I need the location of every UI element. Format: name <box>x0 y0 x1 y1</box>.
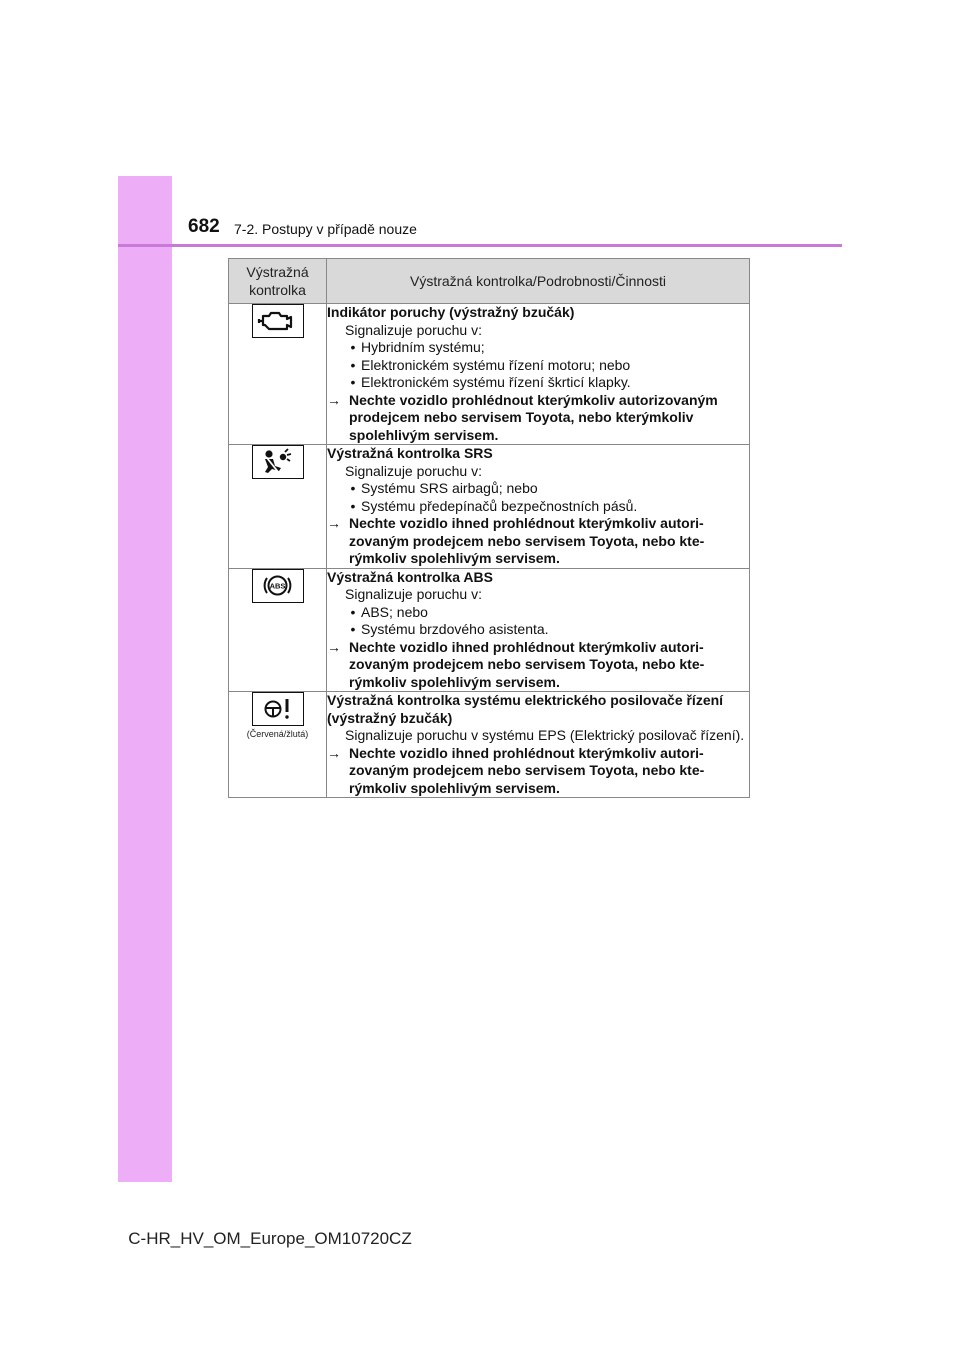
light-title: Výstražná kontrolka ABS <box>327 568 493 585</box>
list-item: • ABS; nebo <box>350 603 428 620</box>
intro-text: Signalizuje poruchu v systému EPS (Elektrický posilovač řízení). <box>345 727 745 743</box>
row-details <box>327 304 750 445</box>
table-row <box>229 304 750 445</box>
light-title: Indikátor poruchy (výstražný bzučák) <box>327 304 575 320</box>
icon-cell <box>229 568 327 692</box>
action-text: → Nechte vozidlo ihned prohlédnout kterýmkoliv autori-zovaným prodejcem nebo servisem Toyota, nebo kte-rýmkoliv spolehlivým servisem. <box>327 515 705 566</box>
abs-icon <box>252 569 304 603</box>
icon-cell <box>229 304 327 445</box>
intro-text: Signalizuje poruchu v: <box>345 462 482 479</box>
action-text: → Nechte vozidlo prohlédnout kterýmkoliv autorizovaným prodejcem nebo servisem Toyota, nebo kterýmkoliv spolehlivým servisem. <box>327 391 718 443</box>
list-item: • Systému brzdového asistenta. <box>350 621 549 637</box>
arrow-icon: → <box>327 744 341 761</box>
list-item: • Systému předepínačů bezpečnostních pásů. <box>350 497 638 514</box>
arrow-icon: → <box>327 638 341 655</box>
svg-text:ABS: ABS <box>269 581 285 590</box>
table-row <box>229 692 750 798</box>
document-code: C-HR_HV_OM_Europe_OM10720CZ <box>128 1229 412 1248</box>
list-item: • Elektronickém systému řízení škrticí klapky. <box>350 374 631 390</box>
action-text: → Nechte vozidlo ihned prohlédnout kterýmkoliv autori-zovaným prodejcem nebo servisem Toyota, nebo kte-rýmkoliv spolehlivým servisem. <box>327 744 705 796</box>
list-item: • Systému SRS airbagů; nebo <box>350 480 538 496</box>
intro-text: Signalizuje poruchu v: <box>345 321 482 338</box>
intro-text: Signalizuje poruchu v: <box>345 586 482 602</box>
table-header-row <box>229 259 750 304</box>
arrow-icon: → <box>327 391 341 408</box>
light-title: Výstražná kontrolka systému elektrického posilovače řízení (výstražný bzučák) <box>327 692 724 726</box>
power-steering-icon <box>252 692 304 726</box>
icon-cell <box>229 445 327 569</box>
column-header-light: Výstražná kontrolka <box>229 259 327 304</box>
row-details <box>327 568 750 692</box>
row-details <box>327 445 750 569</box>
list-item: • Elektronickém systému řízení motoru; nebo <box>350 356 631 373</box>
airbag-seatbelt-icon <box>252 445 304 479</box>
row-details <box>327 692 750 798</box>
action-text: → Nechte vozidlo ihned prohlédnout kterýmkoliv autori-zovaným prodejcem nebo servisem Toyota, nebo kte-rýmkoliv spolehlivým servisem. <box>327 638 705 690</box>
warning-lights-table <box>228 258 750 798</box>
table-row <box>229 445 750 569</box>
header-rule <box>118 244 842 247</box>
icon-cell <box>229 692 327 798</box>
side-tab-band <box>118 176 172 1182</box>
column-header-details: Výstražná kontrolka/Podrobnosti/Činnosti <box>327 259 750 304</box>
engine-icon <box>252 304 304 338</box>
list-item: • Hybridním systému; <box>350 339 485 355</box>
table-row <box>229 568 750 692</box>
section-title: 7-2. Postupy v případě nouze <box>234 221 417 237</box>
arrow-icon: → <box>327 515 341 531</box>
icon-color-note: (Červená/žlutá) <box>246 729 309 739</box>
page-number: 682 <box>188 216 220 237</box>
light-title: Výstražná kontrolka SRS <box>327 445 493 461</box>
